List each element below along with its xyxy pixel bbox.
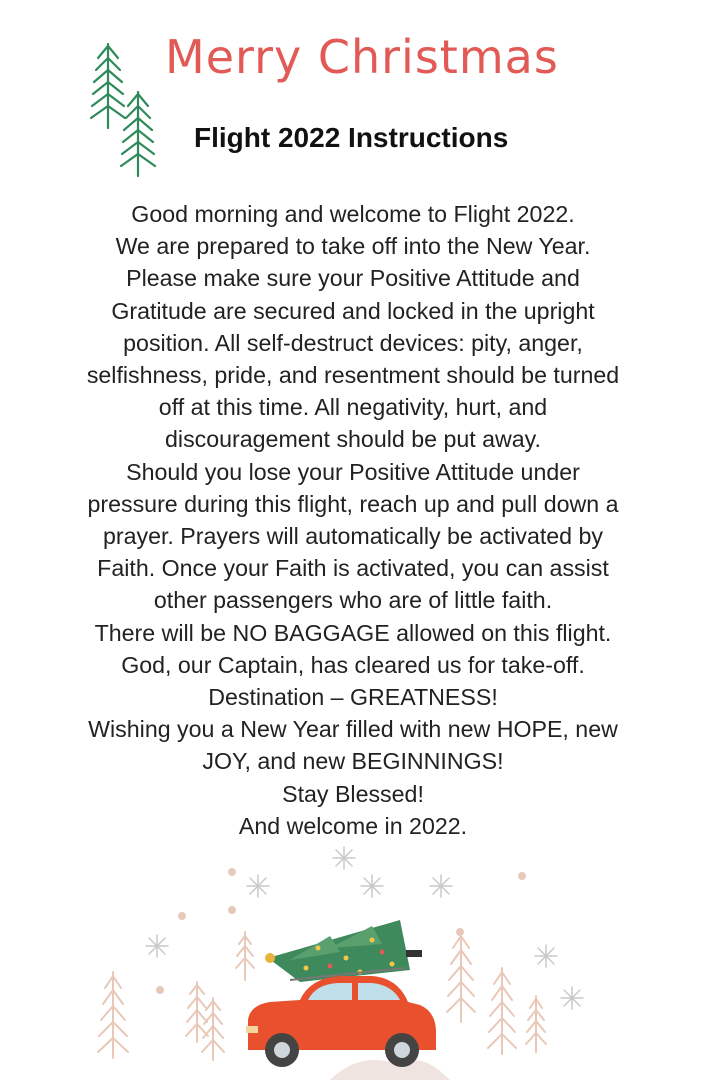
pine-trees-icon bbox=[88, 40, 168, 180]
car-with-tree-icon bbox=[246, 920, 436, 1067]
body-line: Stay Blessed! bbox=[282, 780, 424, 807]
body-line: pressure during this flight, reach up and pull down a bbox=[87, 490, 619, 517]
page-title: Flight 2022 Instructions bbox=[194, 122, 509, 153]
body-line: position. All self-destruct devices: pity, anger, bbox=[123, 329, 583, 356]
greeting-heading: Merry Christmas bbox=[165, 30, 559, 84]
body-line: discouragement should be put away. bbox=[165, 426, 541, 453]
snow-mounds bbox=[330, 1060, 450, 1080]
body-line: Please make sure your Positive Attitude and bbox=[126, 265, 580, 292]
body-line: Destination – GREATNESS! bbox=[208, 684, 498, 711]
body-line: other passengers who are of little faith. bbox=[153, 587, 553, 614]
body-line: prayer. Prayers will automatically be activated by bbox=[102, 523, 604, 550]
body-line: God, our Captain, has cleared us for take-off. bbox=[121, 651, 585, 678]
body-line: selfishness, pride, and resentment should be turned bbox=[86, 362, 620, 389]
body-line: Gratitude are secured and locked in the upright bbox=[111, 297, 595, 324]
body-line: Wishing you a New Year filled with new HOPE, new bbox=[88, 716, 618, 743]
body-line: Should you lose your Positive Attitude under bbox=[126, 458, 580, 485]
body-line: We are prepared to take off into the New Year. bbox=[115, 233, 591, 260]
body-line: Faith. Once your Faith is activated, you can assist bbox=[97, 555, 609, 582]
body-line: Good morning and welcome to Flight 2022. bbox=[131, 201, 575, 227]
body-line: JOY, and new BEGINNINGS! bbox=[202, 748, 504, 775]
body-line: And welcome in 2022. bbox=[238, 812, 468, 839]
body-line: There will be NO BAGGAGE allowed on this flight. bbox=[94, 619, 612, 646]
winter-scene bbox=[0, 840, 706, 1080]
instructions-body bbox=[60, 198, 646, 842]
body-line: off at this time. All negativity, hurt, and bbox=[158, 394, 548, 421]
